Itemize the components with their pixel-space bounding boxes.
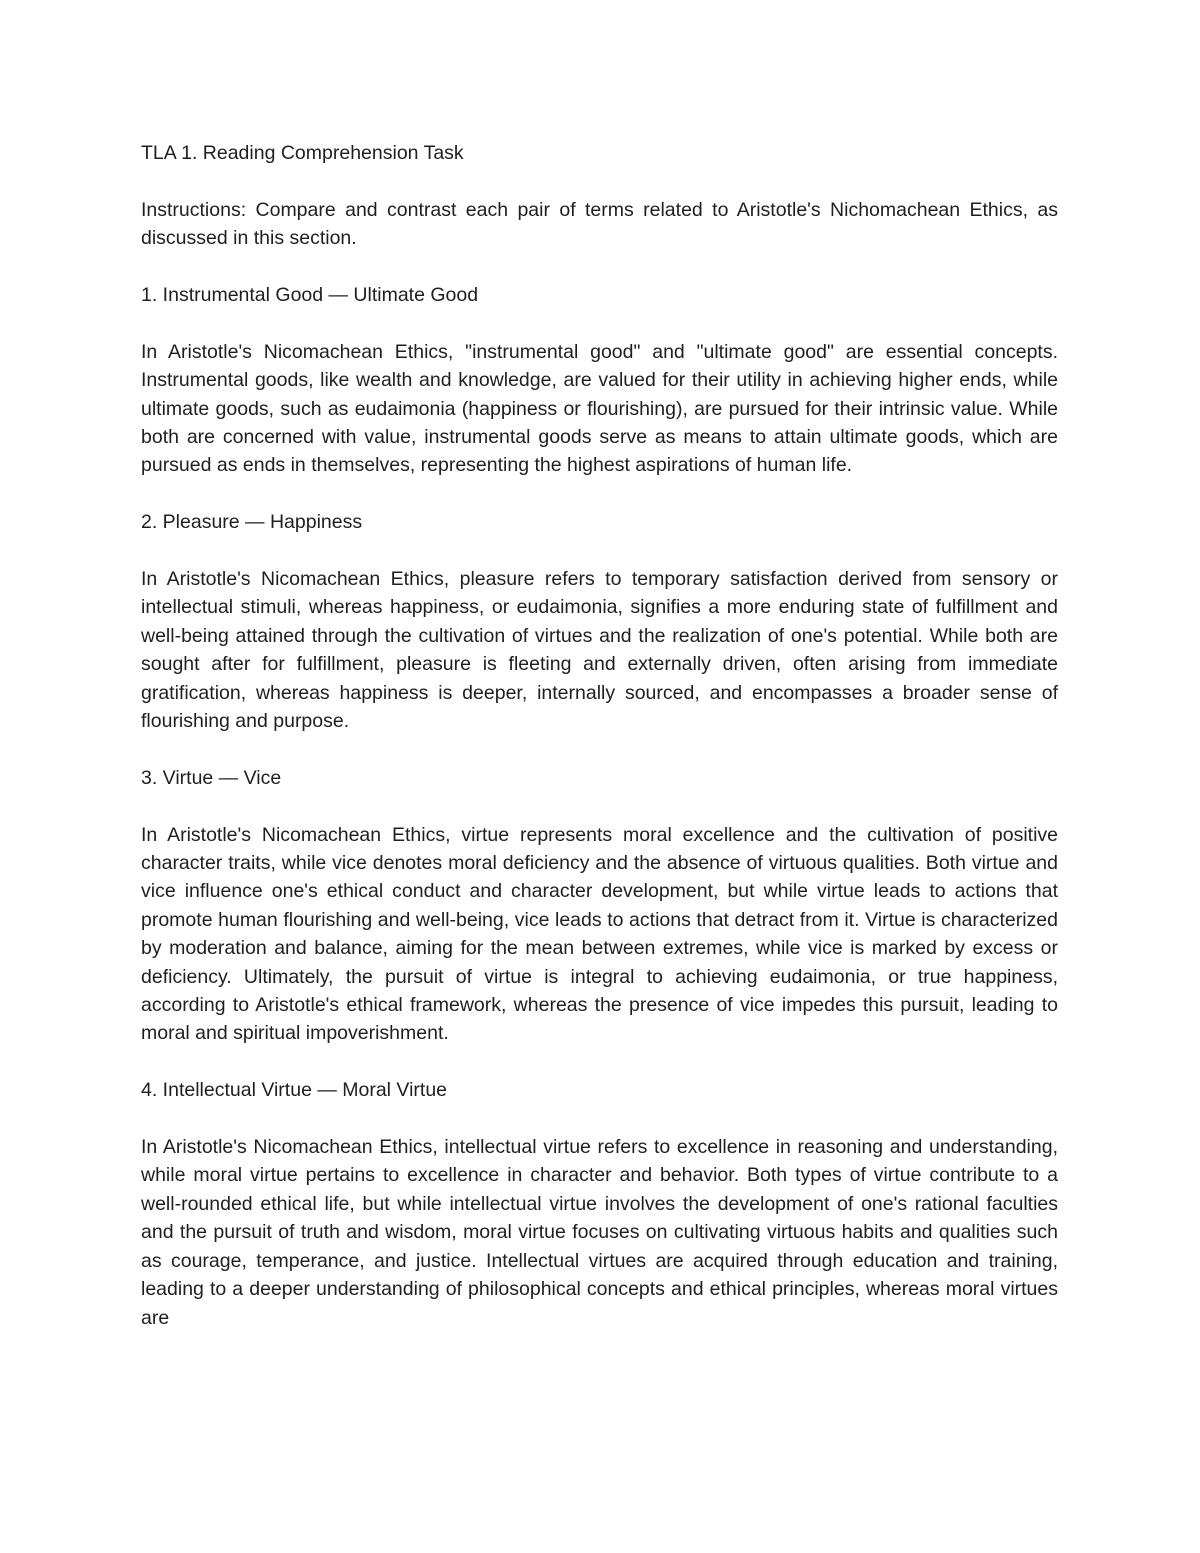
- section-heading-instrumental-ultimate-good: 1. Instrumental Good — Ultimate Good: [141, 284, 479, 306]
- section-body-virtue-vice: In Aristotle's Nicomachean Ethics, virtue represents moral excellence and the cultivation of positive character traits, while vice denotes moral deficiency and the absence of virtuous qualities. Both virtue and vice influence one's ethical conduct and character development, but while virtue leads to actions that promote human flourishing and well-being, vice leads to actions that detract from it. Virtue is characterized by moderation and balance, aiming for the mean between extremes, while vice is marked by excess or deficiency. Ultimately, the pursuit of virtue is integral to achieving eudaimonia, or true happiness, according to Aristotle's ethical framework, whereas the presence of vice impedes this pursuit, leading to moral and spiritual impoverishment.: [141, 823, 1058, 1045]
- instructions-paragraph: Instructions: Compare and contrast each pair of terms related to Aristotle's Nichomachean Ethics, as discussed in this section.: [141, 198, 1058, 250]
- section-heading-intellectual-moral-virtue: 4. Intellectual Virtue — Moral Virtue: [141, 1079, 448, 1102]
- section-heading-virtue-vice: 3. Virtue — Vice: [141, 766, 282, 789]
- document-page: [141, 139, 1058, 1332]
- document-title: TLA 1. Reading Comprehension Task: [141, 142, 464, 164]
- section-heading-pleasure-happiness: 2. Pleasure — Happiness: [141, 511, 363, 534]
- section-body-instrumental-ultimate-good: In Aristotle's Nicomachean Ethics, "instrumental good" and "ultimate good" are essential concepts. Instrumental goods, like wealth and knowledge, are valued for their utility in achieving higher ends, while ultimate goods, such as eudaimonia (happiness or flourishing), are pursued for their intrinsic value. While both are concerned with value, instrumental goods serve as means to attain ultimate goods, which are pursued as ends in themselves, representing the highest aspirations of human life.: [141, 340, 1058, 477]
- section-body-intellectual-moral-virtue: In Aristotle's Nicomachean Ethics, intellectual virtue refers to excellence in reasoning and understanding, while moral virtue pertains to excellence in character and behavior. Both types of virtue contribute to a well-rounded ethical life, but while intellectual virtue involves the development of one's rational faculties and the pursuit of truth and wisdom, moral virtue focuses on cultivating virtuous habits and qualities such as courage, temperance, and justice. Intellectual virtues are acquired through education and training, leading to a deeper understanding of philosophical concepts and ethical principles, whereas moral virtues are: [141, 1136, 1058, 1329]
- section-body-pleasure-happiness: In Aristotle's Nicomachean Ethics, pleasure refers to temporary satisfaction derived from sensory or intellectual stimuli, whereas happiness, or eudaimonia, signifies a more enduring state of fulfillment and well-being attained through the cultivation of virtues and the realization of one's potential. While both are sought after for fulfillment, pleasure is fleeting and externally driven, often arising from immediate gratification, whereas happiness is deeper, internally sourced, and encompasses a broader sense of flourishing and purpose.: [141, 568, 1058, 733]
